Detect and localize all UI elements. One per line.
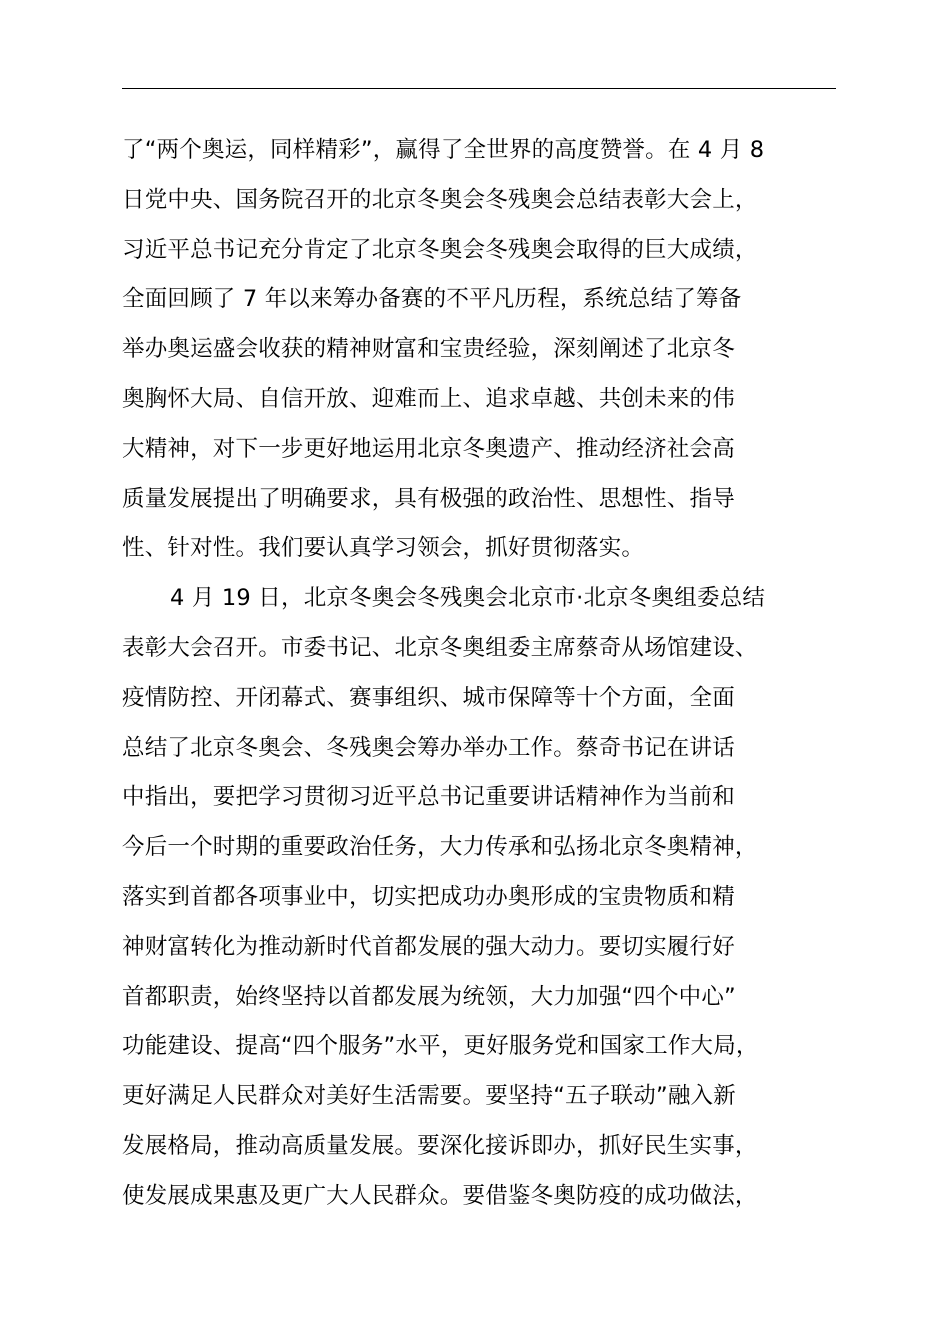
text-line: 大精神，对下一步更好地运用北京冬奥遗产、推动经济社会高 [122,435,735,462]
text-line: 质量发展提出了明确要求，具有极强的政治性、思想性、指导 [122,485,735,512]
text-line: 全面回顾了 7 年以来筹办备赛的不平凡历程，系统总结了筹备 [122,286,742,313]
text-line: 性、针对性。我们要认真学习领会，抓好贯彻落实。 [122,535,645,562]
text-line: 疫情防控、开闭幕式、赛事组织、城市保障等十个方面，全面 [122,684,735,711]
text-line: 今后一个时期的重要政治任务，大力传承和弘扬北京冬奥精神， [122,834,758,861]
text-line: 神财富转化为推动新时代首都发展的强大动力。要切实履行好 [122,933,735,960]
text-line: 了“两个奥运，同样精彩”，赢得了全世界的高度赞誉。在 4 月 8 [122,137,765,163]
text-line: 表彰大会召开。市委书记、北京冬奥组委主席蔡奇从场馆建设、 [122,634,758,661]
header-rule [122,88,836,89]
paragraph-first-line: 4 月 19 日，北京冬奥会冬残奥会北京市·北京冬奥组委总结 [170,585,766,612]
text-line: 功能建设、提高“四个服务”水平，更好服务党和国家工作大局， [122,1033,759,1060]
text-line: 奥胸怀大局、自信开放、迎难而上、追求卓越、共创未来的伟 [122,385,735,412]
text-line: 中指出，要把学习贯彻习近平总书记重要讲话精神作为当前和 [122,784,735,811]
text-line: 落实到首都各项事业中，切实把成功办奥形成的宝贵物质和精 [122,883,735,910]
body-text [122,126,842,1222]
text-line: 举办奥运盛会收获的精神财富和宝贵经验，深刻阐述了北京冬 [122,336,735,363]
text-line: 习近平总书记充分肯定了北京冬奥会冬残奥会取得的巨大成绩， [122,236,758,263]
text-line: 使发展成果惠及更广大人民群众。要借鉴冬奥防疫的成功做法， [122,1182,758,1209]
text-line: 日党中央、国务院召开的北京冬奥会冬残奥会总结表彰大会上， [122,186,758,213]
text-line: 总结了北京冬奥会、冬残奥会筹办举办工作。蔡奇书记在讲话 [122,734,735,761]
text-line: 首都职责，始终坚持以首都发展为统领，大力加强“四个中心” [122,983,736,1010]
text-line: 更好满足人民群众对美好生活需要。要坚持“五子联动”融入新 [122,1083,736,1110]
text-line: 发展格局，推动高质量发展。要深化接诉即办，抓好民生实事， [122,1132,758,1159]
